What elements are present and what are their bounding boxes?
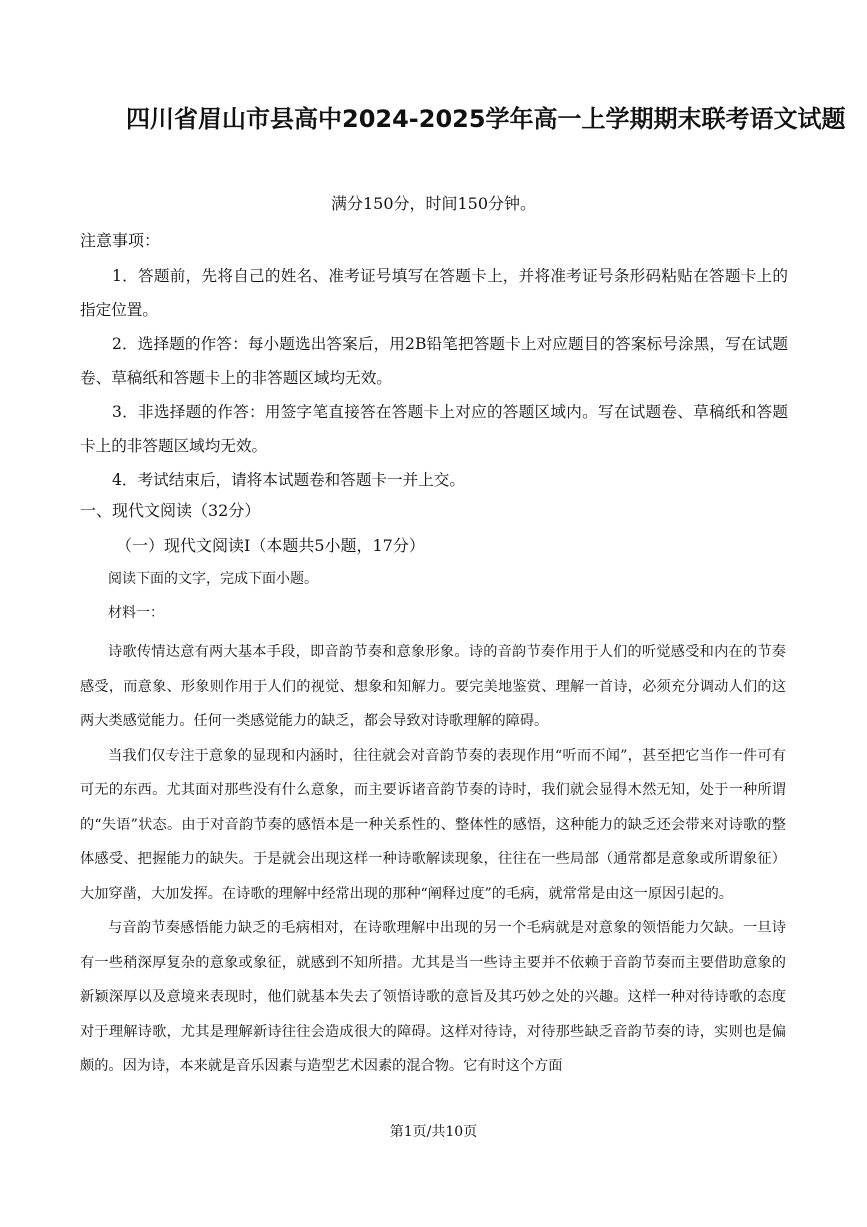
passage-paragraph: 当我们仅专注于意象的显现和内涵时，往往就会对音韵节奏的表现作用“听而不闻”，甚至把它当作一件可有可无的东西。尤其面对那些没有什么意象，而主要诉诸音韵节奏的诗时，我们就会显得木然无知，处于一种所谓的“失语”状态。由于对音韵节奏的感悟本是一种关系性的、整体性的感悟，这种能力的缺乏还会带来对诗歌的整体感受、把握能力的缺失。于是就会出现这样一种诗歌解读现象，往往在一些局部（通常都是意象或所谓象征）大加穿凿，大加发挥。在诗歌的理解中经常出现的那种“阐释过度”的毛病，就常常是由这一原因引起的。 xyxy=(80,747,786,902)
subsection-heading: （一）现代文阅读Ⅰ（本题共5小题，17分） xyxy=(116,536,425,555)
notice-item: 3．非选择题的作答：用签字笔直接答在答题卡上对应的答题区域内。写在试题卷、草稿纸和答题卡上的非答题区域均无效。 xyxy=(80,403,788,455)
passage-paragraph: 与音韵节奏感悟能力缺乏的毛病相对，在诗歌理解中出现的另一个毛病就是对意象的领悟能力欠缺。一旦诗有一些稍深厚复杂的意象或象征，就感到不知所措。尤其是当一些诗主要并不依赖于音韵节奏而主要借助意象的新颖深厚以及意境来表现时，他们就基本失去了领悟诗歌的意旨及其巧妙之处的兴趣。这样一种对待诗歌的态度对于理解诗歌，尤其是理解新诗往往会造成很大的障碍。这样对待诗，对待那些缺乏音韵节奏的诗，实则也是偏颇的。因为诗，本来就是音乐因素与造型艺术因素的混合物。它有时这个方面 xyxy=(80,920,786,1074)
material-label: 材料一： xyxy=(108,605,164,621)
passage-body xyxy=(80,635,786,1084)
document-title: 四川省眉山市县高中2024-2025学年高一上学期期末联考语文试题 xyxy=(126,105,846,133)
passage-paragraph: 诗歌传情达意有两大基本手段，即音韵节奏和意象形象。诗的音韵节奏作用于人们的听觉感受和内在的节奏感受，而意象、形象则作用于人们的视觉、想象和知解力。要完美地鉴赏、理解一首诗，必须充分调动人们的这两大类感觉能力。任何一类感觉能力的缺乏，都会导致对诗歌理解的障碍。 xyxy=(80,644,786,729)
page-number: 第1页/共10页 xyxy=(389,1124,478,1140)
notice-list xyxy=(80,259,788,497)
exam-info: 满分150分，时间150分钟。 xyxy=(330,194,537,213)
notice-item: 2．选择题的作答：每小题选出答案后，用2B铅笔把答题卡上对应题目的答案标号涂黑，写在试题卷、草稿纸和答题卡上的非答题区域均无效。 xyxy=(80,335,788,387)
reading-instruction: 阅读下面的文字，完成下面小题。 xyxy=(108,571,318,587)
notice-item: 1．答题前，先将自己的姓名、准考证号填写在答题卡上，并将准考证号条形码粘贴在答题卡上的指定位置。 xyxy=(80,267,788,319)
notice-item: 4．考试结束后，请将本试题卷和答题卡一并上交。 xyxy=(112,471,465,489)
notice-heading: 注意事项： xyxy=(80,231,161,250)
section-heading: 一、现代文阅读（32分） xyxy=(80,501,261,520)
